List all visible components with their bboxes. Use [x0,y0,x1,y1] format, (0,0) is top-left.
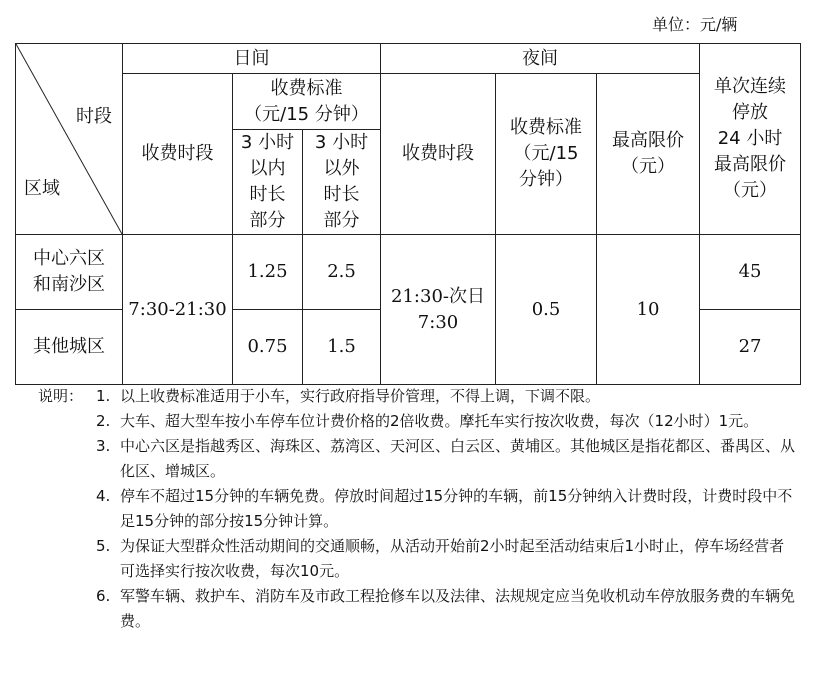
note-text: 以上收费标准适用于小车，实行政府指导价管理，不得上调，下调不限。 [120,387,601,405]
night-max-value: 10 [597,235,700,385]
note-number: 6. [96,587,111,605]
note-text: 军警车辆、救护车、消防车及市政工程抢修车以及法律、法规规定应当免收机动车停放服务费的车辆免费。 [120,587,796,630]
corner-header [16,44,123,235]
night-fee-standard-header: 收费标准 （元/15 分钟） [496,74,597,235]
note-text: 大车、超大型车按小车停车位计费价格的2倍收费。摩托车实行按次收费，每次（12小时）1元。 [120,412,759,430]
note-item [38,534,808,584]
parking-fee-table [15,43,801,385]
note-item [38,384,808,409]
day-header: 日间 [123,44,381,74]
beyond-3h-value: 2.5 [303,235,381,310]
day-charge-period-header: 收费时段 [123,74,233,235]
cap-24h-value: 45 [700,235,801,310]
night-fee-value: 0.5 [496,235,597,385]
night-charge-period-header: 收费时段 [381,74,496,235]
area-cell: 中心六区 和南沙区 [16,235,123,310]
note-number: 1. [96,387,111,405]
note-number: 2. [96,412,111,430]
corner-area-label: 区域 [24,178,60,199]
within-3h-value: 0.75 [233,310,303,385]
corner-time-label: 时段 [76,106,112,127]
note-number: 5. [96,537,111,555]
cap-24h-value: 27 [700,310,801,385]
day-fee-standard-header: 收费标准 （元/15 分钟） [233,74,381,130]
night-header: 夜间 [381,44,700,74]
note-text: 中心六区是指越秀区、海珠区、荔湾区、天河区、白云区、黄埔区。其他城区是指花都区、番禺区、从化区、增城区。 [120,437,796,480]
note-number: 3. [96,437,111,455]
notes-section [38,384,808,634]
note-item [38,484,808,534]
note-number: 4. [96,487,111,505]
beyond-3h-header: 3 小时 以外 时长 部分 [303,130,381,235]
notes-lead: 说明： [38,387,84,405]
note-text: 为保证大型群众性活动期间的交通顺畅，从活动开始前2小时起至活动结束后1小时止，停车场经营者可选择实行按次收费，每次10元。 [120,537,785,580]
note-item [38,409,808,434]
night-period-value: 21:30-次日 7:30 [381,235,496,385]
day-period-value: 7:30-21:30 [123,235,233,385]
diagonal-line [16,44,122,234]
note-item [38,584,808,634]
within-3h-value: 1.25 [233,235,303,310]
within-3h-header: 3 小时 以内 时长 部分 [233,130,303,235]
note-item [38,434,808,484]
unit-label: 单位：元/辆 [652,15,738,34]
area-cell: 其他城区 [16,310,123,385]
beyond-3h-value: 1.5 [303,310,381,385]
continuous-24h-header: 单次连续 停放 24 小时 最高限价 （元） [700,44,801,235]
night-max-price-header: 最高限价 （元） [597,74,700,235]
note-text: 停车不超过15分钟的车辆免费。停放时间超过15分钟的车辆，前15分钟纳入计费时段，计费时段中不足15分钟的部分按15分钟计算。 [120,487,793,530]
